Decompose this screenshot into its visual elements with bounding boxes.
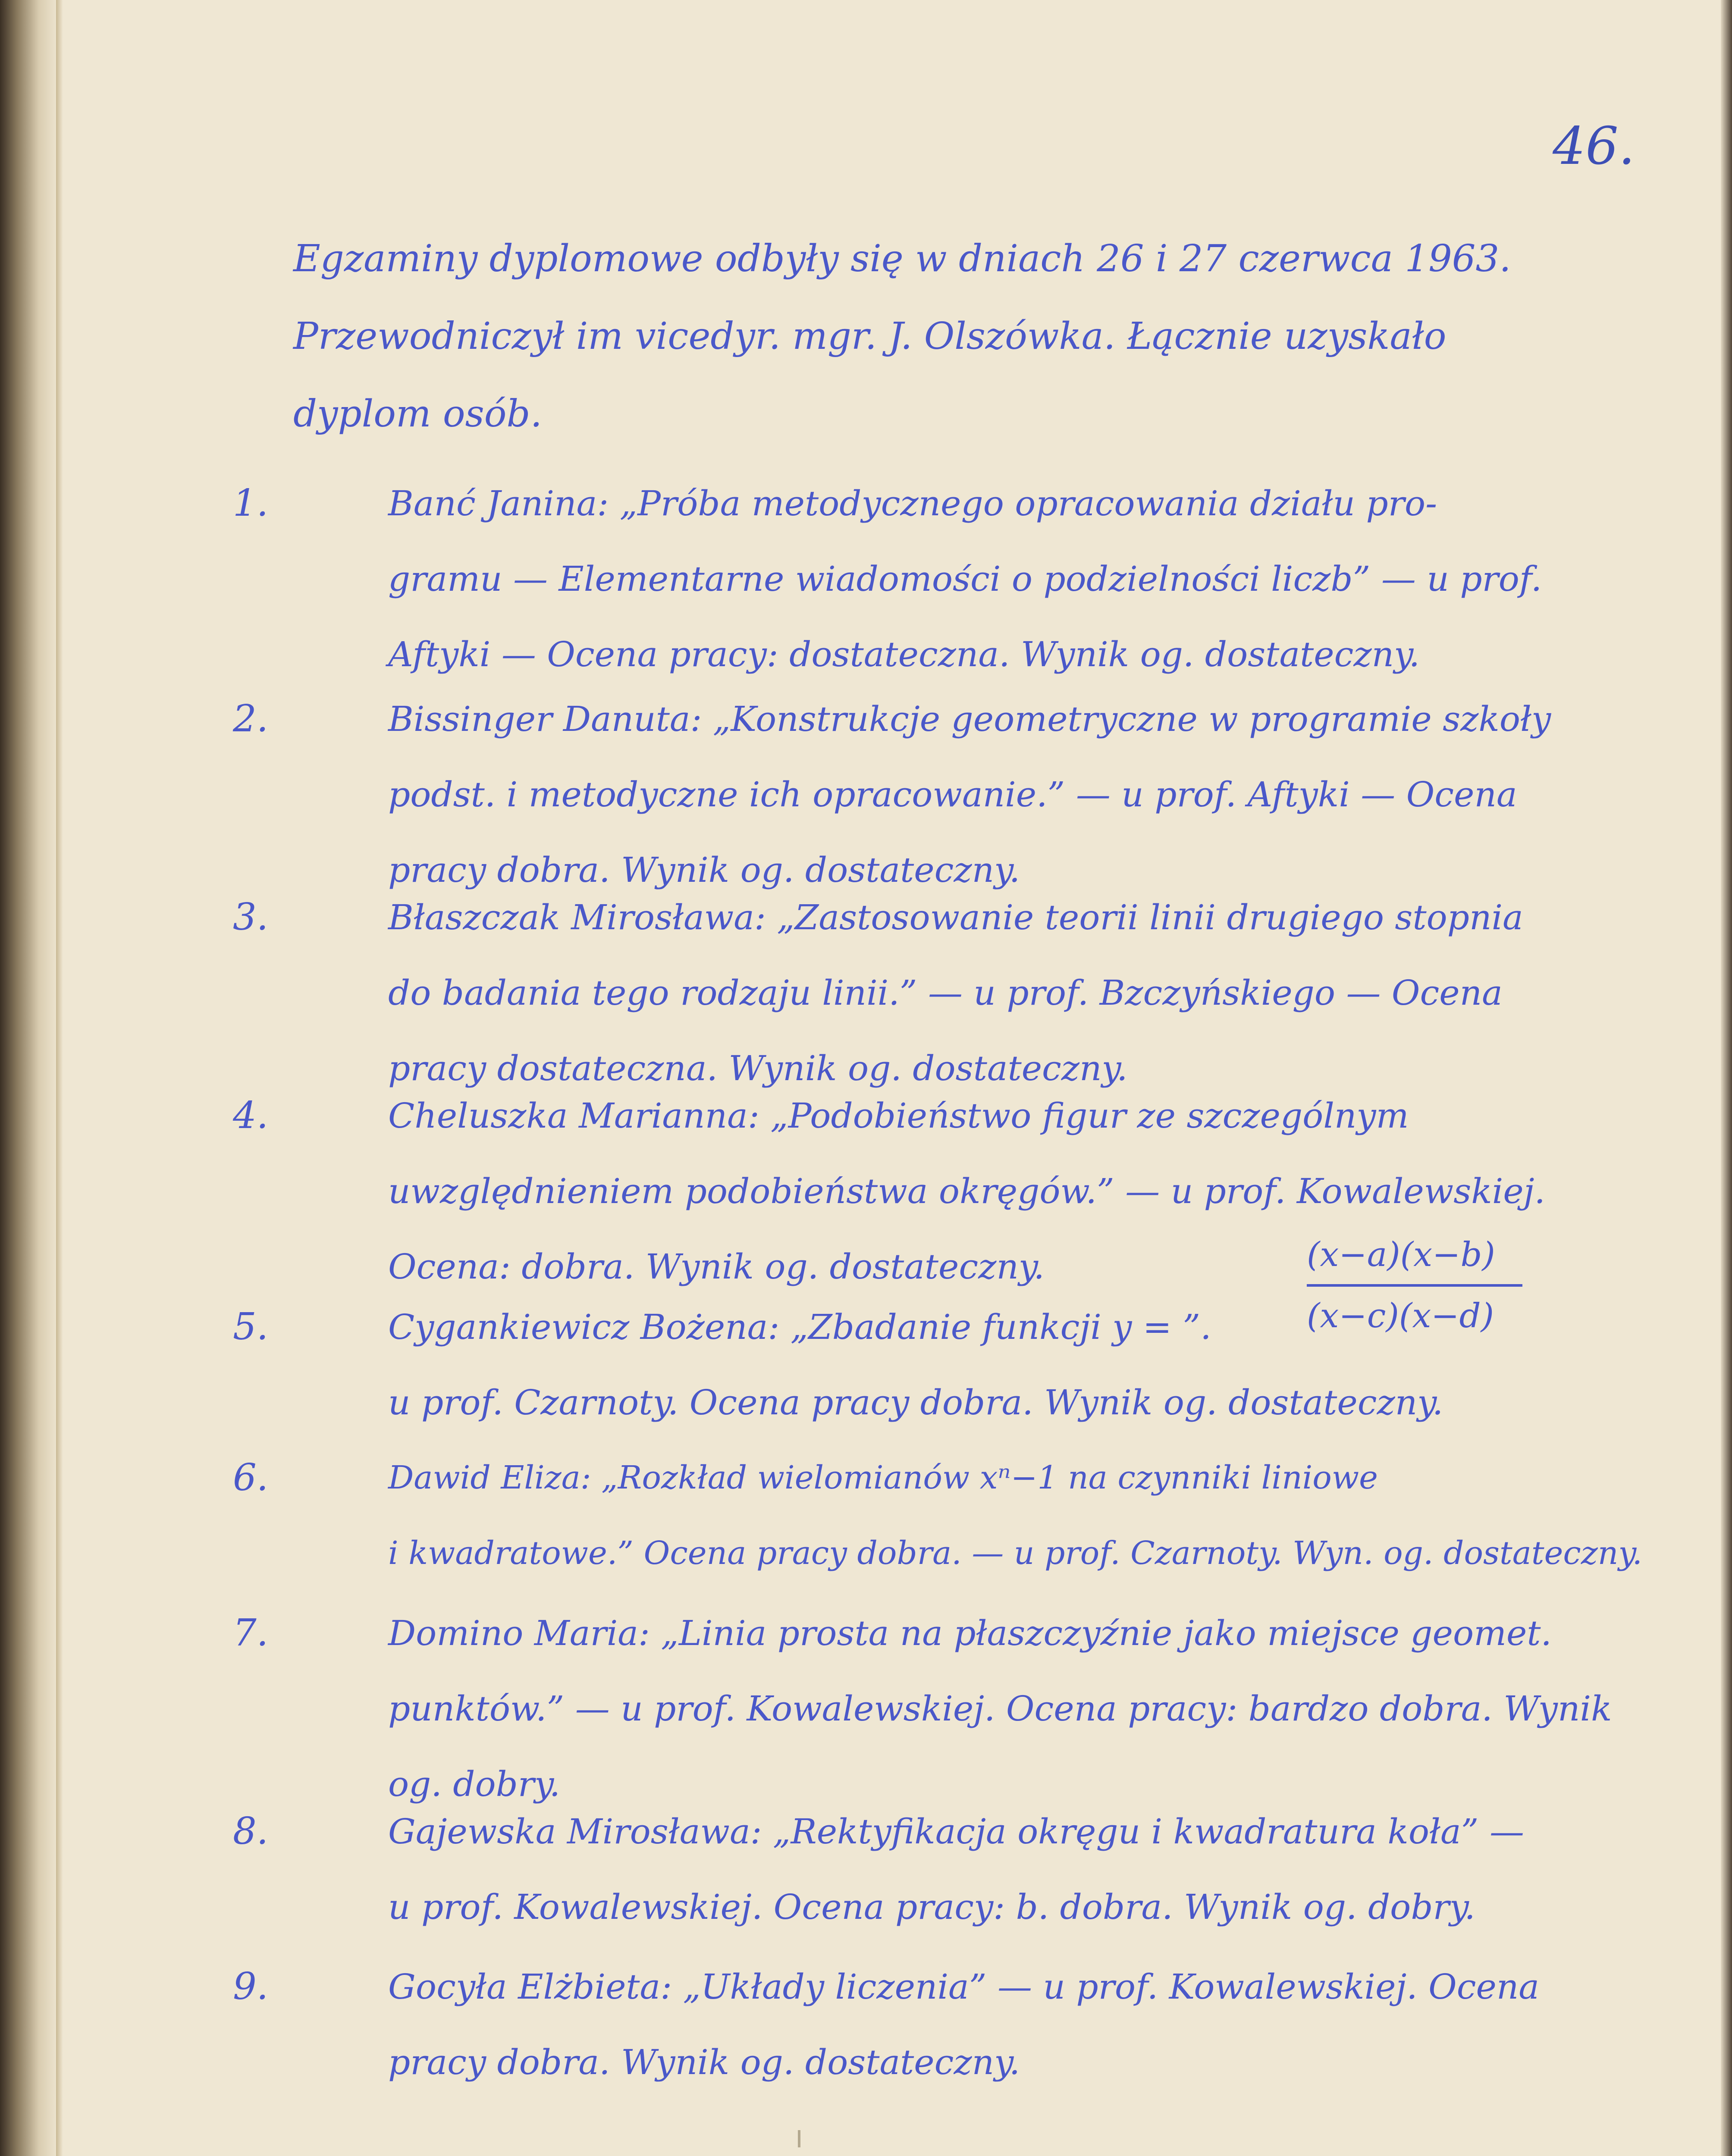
entry-line: podst. i metodyczne ich opracowanie.” — u prof. Aftyki — Ocena bbox=[388, 774, 1517, 815]
page-right-edge bbox=[1721, 0, 1732, 2156]
entry-line: Cygankiewicz Bożena: „Zbadanie funkcji y = ”. bbox=[388, 1307, 1211, 1347]
entry-line: pracy dostateczna. Wynik og. dostateczny. bbox=[388, 1048, 1128, 1088]
entry-line: pracy dobra. Wynik og. dostateczny. bbox=[388, 2042, 1020, 2082]
entry-line: u prof. Czarnoty. Ocena pracy dobra. Wynik og. dostateczny. bbox=[388, 1382, 1443, 1423]
entry-line: Cheluszka Marianna: „Podobieństwo figur ze szczególnym bbox=[388, 1096, 1409, 1136]
formula-numerator: (x−a)(x−b) bbox=[1307, 1235, 1495, 1274]
entry-number: 3. bbox=[233, 896, 269, 939]
entry-line: pracy dobra. Wynik og. dostateczny. bbox=[388, 850, 1020, 890]
entry-line: i kwadratowe.” Ocena pracy dobra. — u prof. Czarnoty. Wyn. og. dostateczny. bbox=[388, 1535, 1642, 1572]
entry-line: Gajewska Mirosława: „Rektyfikacja okręgu i kwadratura koła” — bbox=[388, 1811, 1524, 1852]
entry-text bbox=[388, 681, 1551, 908]
entry-line: Błaszczak Mirosława: „Zastosowanie teorii linii drugiego stopnia bbox=[388, 897, 1523, 937]
intro-line: Przewodniczył im vicedyr. mgr. J. Olszówka. Łącznie uzyskało bbox=[293, 315, 1446, 358]
entry-number: 2. bbox=[233, 697, 269, 740]
entry-line: Dawid Eliza: „Rozkład wielomianów xⁿ−1 na czynniki liniowe bbox=[388, 1459, 1378, 1496]
entry-line: Ocena: dobra. Wynik og. dostateczny. bbox=[388, 1247, 1045, 1287]
entry-number: 7. bbox=[233, 1611, 269, 1655]
entry-number: 9. bbox=[233, 1965, 269, 2008]
entry-line: gramu — Elementarne wiadomości o podzielności liczb” — u prof. bbox=[388, 559, 1542, 599]
entry-text bbox=[388, 1440, 1642, 1591]
entry-line: Bissinger Danuta: „Konstrukcje geometryczne w programie szkoły bbox=[388, 699, 1551, 739]
handwritten-page bbox=[65, 0, 1721, 2156]
entry-line: do badania tego rodzaju linii.” — u prof. Bzczyńskiego — Ocena bbox=[388, 973, 1503, 1013]
entry-line: punktów.” — u prof. Kowalewskiej. Ocena pracy: bardzo dobra. Wynik bbox=[388, 1689, 1612, 1729]
fraction-bar bbox=[1307, 1284, 1522, 1287]
entry-text bbox=[388, 1289, 1443, 1440]
entry-line: Gocyła Elżbieta: „Układy liczenia” — u prof. Kowalewskiej. Ocena bbox=[388, 1967, 1540, 2007]
formula-denominator: (x−c)(x−d) bbox=[1307, 1297, 1494, 1335]
entry-text bbox=[388, 1595, 1612, 1822]
entry-line: og. dobry. bbox=[388, 1764, 561, 1804]
entry-line: u prof. Kowalewskiej. Ocena pracy: b. dobra. Wynik og. dobry. bbox=[388, 1887, 1475, 1927]
entry-text bbox=[388, 1794, 1524, 1945]
page-number: 46. bbox=[1553, 116, 1635, 176]
entry-number: 1. bbox=[233, 482, 269, 525]
intro-line: dyplom osób. bbox=[293, 392, 542, 436]
function-formula bbox=[1307, 1229, 1522, 1342]
intro-paragraph bbox=[293, 220, 1511, 453]
entry-text bbox=[388, 466, 1542, 692]
entry-line: Banć Janina: „Próba metodycznego opracowania działu pro- bbox=[388, 483, 1437, 523]
binding-spine bbox=[0, 0, 56, 2156]
entry-number: 8. bbox=[233, 1810, 269, 1853]
binding-edge bbox=[56, 0, 63, 2156]
entry-number: 6. bbox=[233, 1456, 269, 1499]
entry-line: Aftyki — Ocena pracy: dostateczna. Wynik og. dostateczny. bbox=[388, 634, 1420, 674]
entry-text bbox=[388, 880, 1523, 1106]
entry-number: 4. bbox=[233, 1094, 269, 1137]
entry-line: uwzględnieniem podobieństwa okręgów.” — u prof. Kowalewskiej. bbox=[388, 1171, 1545, 1211]
intro-line: Egzaminy dyplomowe odbyły się w dniach 26 i 27 czerwca 1963. bbox=[293, 237, 1511, 280]
entry-line: Domino Maria: „Linia prosta na płaszczyźnie jako miejsce geomet. bbox=[388, 1613, 1552, 1653]
entry-number: 5. bbox=[233, 1305, 269, 1348]
entry-text bbox=[388, 1949, 1539, 2100]
pencil-mark bbox=[798, 2130, 800, 2147]
